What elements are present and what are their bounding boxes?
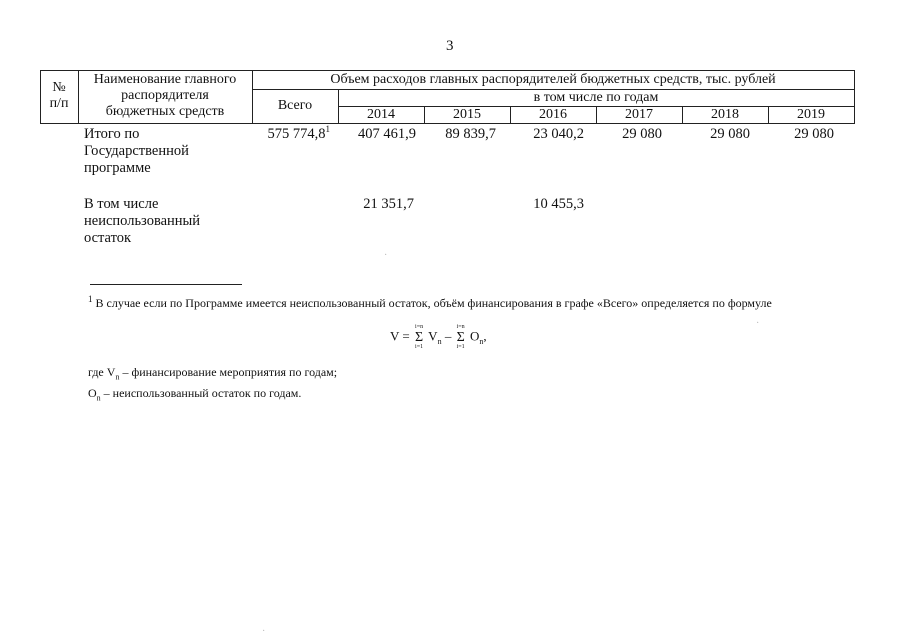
formula-lhs: V =: [390, 328, 410, 344]
footnote: [88, 296, 772, 311]
formula-tail: ,: [483, 328, 487, 344]
formula-term-v-sub: n: [437, 337, 442, 347]
row-unused-label: В том числе неиспользованный остаток: [84, 196, 201, 246]
scan-speck: ·: [262, 626, 266, 637]
note-o-symbol: O: [88, 386, 97, 401]
row-total-2016: 23 040,2: [533, 126, 584, 142]
header-year-2017: 2017: [625, 107, 653, 122]
row-total-2017: 29 080: [622, 126, 662, 142]
header-by-years: в том числе по годам: [533, 90, 659, 105]
row-total-2018: 29 080: [710, 126, 750, 142]
row-total-2015: 89 839,7: [445, 126, 496, 142]
formula-term-v: V: [428, 328, 438, 344]
table-border-right: [854, 70, 855, 124]
sigma-symbol: Σ: [415, 330, 424, 345]
row-total-2014: 407 461,9: [358, 126, 416, 142]
note-o-text: – неиспользованный остаток по годам.: [100, 386, 302, 401]
header-year-2015: 2015: [453, 107, 481, 122]
sum-operator-2: [457, 324, 465, 351]
row-total-sum-footnote: 1: [325, 124, 330, 135]
header-name: Наименование главного распорядителя бюджетных средств: [93, 72, 237, 119]
header-year-2014: 2014: [367, 107, 395, 122]
row-total-sum: [246, 126, 330, 143]
footnote-separator: [90, 284, 242, 285]
sum-upper-limit: i=n: [456, 324, 465, 330]
row-unused-2014: 21 351,7: [363, 196, 414, 212]
sum-operator-1: [415, 324, 423, 351]
sum-lower-limit: i=1: [456, 344, 465, 350]
header-year-2018: 2018: [711, 107, 739, 122]
footnote-marker: 1: [88, 294, 93, 304]
formula-term-o-sub: n: [479, 337, 484, 347]
footnote-text: В случае если по Программе имеется неиспользованный остаток, объём финансирования в графе «Всего» определяется по формуле: [95, 296, 772, 310]
page-number: 3: [446, 38, 454, 54]
table-border-bottom: [40, 123, 855, 124]
row-unused-2016: 10 455,3: [533, 196, 584, 212]
note-o: [88, 385, 337, 406]
note-v-symbol: V: [106, 365, 116, 379]
formula-term-o: O: [469, 328, 480, 344]
row-total-label: Итого по Государственной программе: [84, 126, 189, 176]
header-year-2016: 2016: [539, 107, 567, 122]
header-volume: Объем расходов главных распорядителей бюджетных средств, тыс. рублей: [330, 72, 776, 87]
row-total-2019: 29 080: [794, 126, 834, 142]
note-v-text: – финансирование мероприятия по годам;: [119, 365, 338, 379]
note-v-sub: n: [115, 372, 120, 382]
sum-upper-limit: i=n: [415, 324, 424, 330]
scan-speck: ·: [384, 250, 388, 261]
sum-lower-limit: i=1: [415, 344, 424, 350]
formula: [390, 324, 487, 351]
note-v: [88, 364, 337, 385]
header-no: № п/п: [49, 80, 69, 111]
row-total-sum-value: 575 774,8: [267, 126, 326, 142]
sigma-symbol: Σ: [456, 330, 465, 345]
header-year-2019: 2019: [797, 107, 825, 122]
note-o-sub: n: [96, 393, 101, 403]
formula-minus: –: [444, 328, 452, 344]
header-total: Всего: [277, 98, 313, 113]
table-border-top: [40, 70, 855, 71]
formula-notes: [88, 364, 337, 407]
scan-speck: ·: [756, 318, 760, 329]
note-v-prefix: где: [88, 365, 107, 379]
